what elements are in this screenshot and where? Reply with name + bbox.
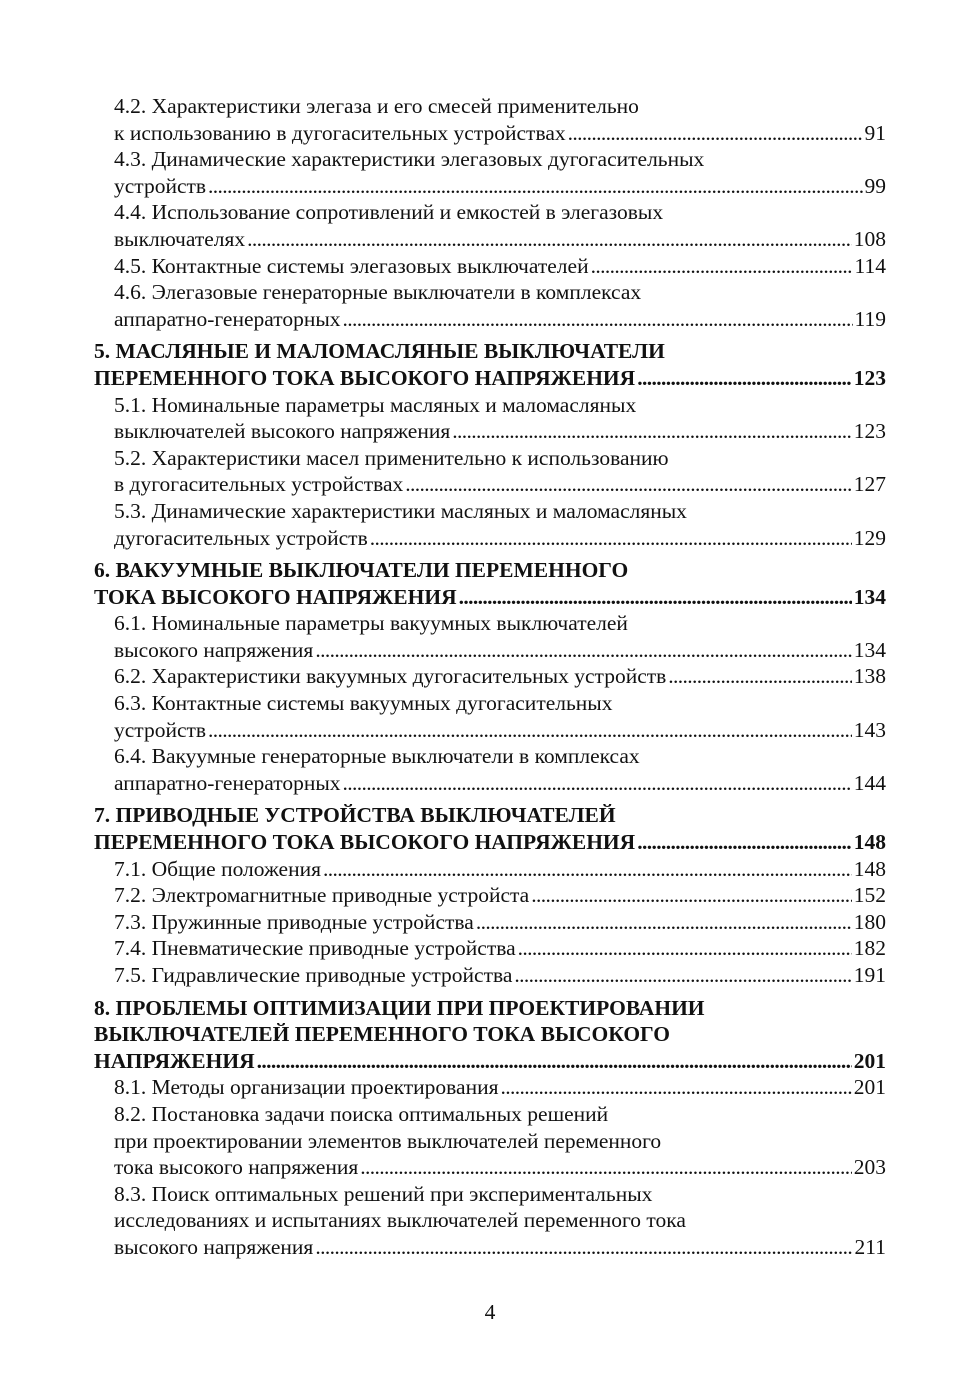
toc-line (94, 1207, 886, 1234)
toc-page-number: 203 (853, 1155, 886, 1180)
toc-page-number: 182 (853, 936, 886, 961)
toc-entry-title: 7.2. Электромагнитные приводные устройста (114, 883, 530, 908)
toc-line (94, 802, 886, 829)
toc-page-number: 191 (853, 963, 886, 987)
toc-entry-title: выключателей высокого напряжения (114, 419, 451, 444)
toc-line (94, 1048, 886, 1075)
toc-page-number: 114 (854, 253, 886, 278)
toc-line (94, 770, 886, 797)
toc-entry-title: аппаратно-генераторных (114, 306, 341, 331)
toc-line (94, 1181, 886, 1208)
toc-entry-title: ТОКА ВЫСОКОГО НАПРЯЖЕНИЯ (94, 584, 457, 609)
toc-page-number: 211 (854, 1234, 886, 1259)
toc-section-entry (94, 1101, 886, 1181)
toc-line (94, 743, 886, 770)
toc-line (94, 935, 886, 962)
dot-leader (514, 962, 851, 989)
toc-line (94, 1128, 886, 1155)
toc-line (94, 365, 886, 392)
dot-leader (257, 1048, 852, 1075)
toc-line (94, 557, 886, 584)
toc-entry-title: 8.3. Поиск оптимальных решений при экспериментальных (114, 1181, 653, 1206)
toc-section-entry (94, 856, 886, 883)
toc-line (94, 717, 886, 744)
toc-section-entry (94, 146, 886, 199)
toc-section-entry (94, 743, 886, 796)
toc-page-number: 91 (864, 120, 886, 145)
toc-line (94, 1154, 886, 1181)
toc-section-entry (94, 498, 886, 551)
toc-line (94, 909, 886, 936)
toc-line (94, 173, 886, 200)
toc-entry-title: 7.5. Гидравлические приводные устройства (114, 963, 513, 987)
toc-entry-title: 8. ПРОБЛЕМЫ ОПТИМИЗАЦИИ ПРИ ПРОЕКТИРОВАНИИ (94, 995, 705, 1020)
toc-page-number: 108 (853, 226, 886, 251)
toc-line (94, 498, 886, 525)
toc-chapter-entry (94, 995, 886, 1075)
toc-page-number: 134 (853, 637, 886, 662)
toc-entry-title: ПЕРЕМЕННОГО ТОКА ВЫСОКОГО НАПРЯЖЕНИЯ (94, 830, 636, 855)
toc-entry-title: ПЕРЕМЕННОГО ТОКА ВЫСОКОГО НАПРЯЖЕНИЯ (94, 365, 636, 390)
dot-leader (501, 1074, 852, 1101)
toc-section-entry (94, 392, 886, 445)
toc-line (94, 610, 886, 637)
dot-leader (208, 717, 852, 744)
toc-page-number: 134 (853, 584, 886, 609)
toc-entry-title: при проектировании элементов выключателей переменного (114, 1128, 662, 1153)
toc-page-number: 144 (853, 770, 886, 795)
toc-line (94, 279, 886, 306)
toc-line (94, 829, 886, 856)
dot-leader (459, 584, 852, 611)
toc-entry-title: 7.3. Пружинные приводные устройства (114, 909, 474, 934)
toc-entry-title: 8.2. Постановка задачи поиска оптимальных решений (114, 1101, 609, 1126)
toc-entry-title: 7.4. Пневматические приводные устройства (114, 936, 516, 961)
toc-entry-title: 6.4. Вакуумные генераторные выключатели в комплексах (114, 744, 640, 769)
toc-line (94, 584, 886, 611)
toc-line (94, 1101, 886, 1128)
toc-page-number: 201 (853, 1048, 886, 1073)
toc-page-number: 99 (864, 173, 886, 198)
toc-line (94, 663, 886, 690)
toc-entry-title: 6.2. Характеристики вакуумных дугогасительных устройств (114, 664, 667, 689)
toc-entry-title: тока высокого напряжения (114, 1155, 359, 1180)
toc-entry-title: 6.3. Контактные системы вакуумных дугогасительных (114, 691, 613, 716)
toc-line (94, 882, 886, 909)
toc-line (94, 1021, 886, 1048)
toc-line (94, 120, 886, 147)
toc-entry-title: 4.3. Динамические характеристики элегазовых дугогасительных (114, 147, 705, 172)
dot-leader (531, 882, 852, 909)
toc-section-entry (94, 935, 886, 962)
dot-leader (360, 1154, 852, 1181)
toc-page-number: 123 (853, 365, 886, 390)
toc-chapter-entry (94, 338, 886, 391)
table-of-contents (94, 93, 886, 1261)
dot-leader (208, 173, 862, 200)
toc-chapter-entry (94, 802, 886, 855)
toc-section-entry (94, 253, 886, 280)
toc-page-number: 148 (853, 830, 886, 855)
toc-section-entry (94, 445, 886, 498)
toc-line (94, 392, 886, 419)
toc-page-number: 143 (853, 717, 886, 742)
toc-line (94, 338, 886, 365)
toc-entry-title: НАПРЯЖЕНИЯ (94, 1048, 255, 1073)
toc-page-number: 180 (853, 909, 886, 934)
toc-page-number: 152 (853, 883, 886, 908)
toc-section-entry (94, 962, 886, 989)
toc-line (94, 856, 886, 883)
toc-page-number: 129 (853, 525, 886, 550)
toc-entry-title: аппаратно-генераторных (114, 770, 341, 795)
toc-entry-title: 4.5. Контактные системы элегазовых выключателей (114, 253, 589, 278)
toc-section-entry (94, 279, 886, 332)
toc-line (94, 306, 886, 333)
dot-leader (452, 418, 852, 445)
toc-line (94, 637, 886, 664)
toc-entry-title: устройств (114, 717, 207, 742)
dot-leader (405, 471, 851, 498)
page-number: 4 (484, 1300, 496, 1324)
toc-line (94, 146, 886, 173)
toc-entry-title: к использованию в дугогасительных устройствах (114, 120, 566, 145)
toc-page-number: 123 (853, 419, 886, 444)
dot-leader (476, 909, 852, 936)
toc-page-number: 148 (853, 856, 886, 881)
dot-leader (315, 637, 851, 664)
toc-line (94, 445, 886, 472)
toc-line (94, 93, 886, 120)
dot-leader (668, 663, 851, 690)
dot-leader (591, 253, 853, 280)
toc-entry-title: в дугогасительных устройствах (114, 472, 404, 497)
toc-entry-title: ВЫКЛЮЧАТЕЛЕЙ ПЕРЕМЕННОГО ТОКА ВЫСОКОГО (94, 1022, 670, 1047)
dot-leader (247, 226, 852, 253)
toc-line (94, 418, 886, 445)
toc-entry-title: 4.6. Элегазовые генераторные выключатели в комплексах (114, 280, 642, 305)
toc-entry-title: дугогасительных устройств (114, 525, 368, 550)
toc-section-entry (94, 663, 886, 690)
dot-leader (568, 120, 863, 147)
toc-page-number: 127 (853, 472, 886, 497)
toc-line (94, 226, 886, 253)
toc-entry-title: 5. МАСЛЯНЫЕ И МАЛОМАСЛЯНЫЕ ВЫКЛЮЧАТЕЛИ (94, 339, 665, 364)
toc-section-entry (94, 909, 886, 936)
toc-section-entry (94, 690, 886, 743)
toc-entry-title: 4.2. Характеристики элегаза и его смесей применительно (114, 94, 639, 118)
toc-section-entry (94, 1074, 886, 1101)
toc-entry-title: высокого напряжения (114, 637, 314, 662)
toc-entry-title: 5.2. Характеристики масел применительно к использованию (114, 445, 669, 470)
toc-section-entry (94, 93, 886, 146)
toc-page-number: 119 (854, 306, 886, 331)
toc-entry-title: 7.1. Общие положения (114, 856, 322, 881)
toc-line (94, 253, 886, 280)
dot-leader (323, 856, 852, 883)
toc-entry-title: 5.1. Номинальные параметры масляных и маломасляных (114, 392, 637, 417)
toc-line (94, 1074, 886, 1101)
toc-entry-title: 5.3. Динамические характеристики масляных и маломасляных (114, 498, 687, 523)
toc-chapter-entry (94, 557, 886, 610)
dot-leader (343, 770, 852, 797)
toc-entry-title: устройств (114, 173, 207, 198)
toc-entry-title: 4.4. Использование сопротивлений и емкостей в элегазовых (114, 200, 664, 225)
toc-entry-title: исследованиях и испытаниях выключателей переменного тока (114, 1208, 686, 1233)
dot-leader (315, 1234, 852, 1261)
toc-line (94, 1234, 886, 1261)
dot-leader (343, 306, 853, 333)
toc-line (94, 962, 886, 989)
dot-leader (518, 935, 852, 962)
dot-leader (637, 829, 852, 856)
toc-line (94, 525, 886, 552)
toc-section-entry (94, 882, 886, 909)
toc-line (94, 995, 886, 1022)
toc-line (94, 471, 886, 498)
dot-leader (370, 525, 852, 552)
toc-entry-title: 7. ПРИВОДНЫЕ УСТРОЙСТВА ВЫКЛЮЧАТЕЛЕЙ (94, 803, 616, 828)
toc-page-number: 201 (853, 1075, 886, 1100)
toc-section-entry (94, 199, 886, 252)
toc-entry-title: 6.1. Номинальные параметры вакуумных выключателей (114, 611, 628, 636)
toc-page-number: 138 (853, 664, 886, 689)
toc-entry-title: 8.1. Методы организации проектирования (114, 1075, 499, 1100)
toc-entry-title: высокого напряжения (114, 1234, 314, 1259)
toc-entry-title: выключателях (114, 226, 246, 251)
dot-leader (637, 365, 852, 392)
toc-line (94, 690, 886, 717)
toc-entry-title: 6. ВАКУУМНЫЕ ВЫКЛЮЧАТЕЛИ ПЕРЕМЕННОГО (94, 558, 629, 583)
toc-section-entry (94, 610, 886, 663)
toc-section-entry (94, 1181, 886, 1261)
toc-line (94, 199, 886, 226)
